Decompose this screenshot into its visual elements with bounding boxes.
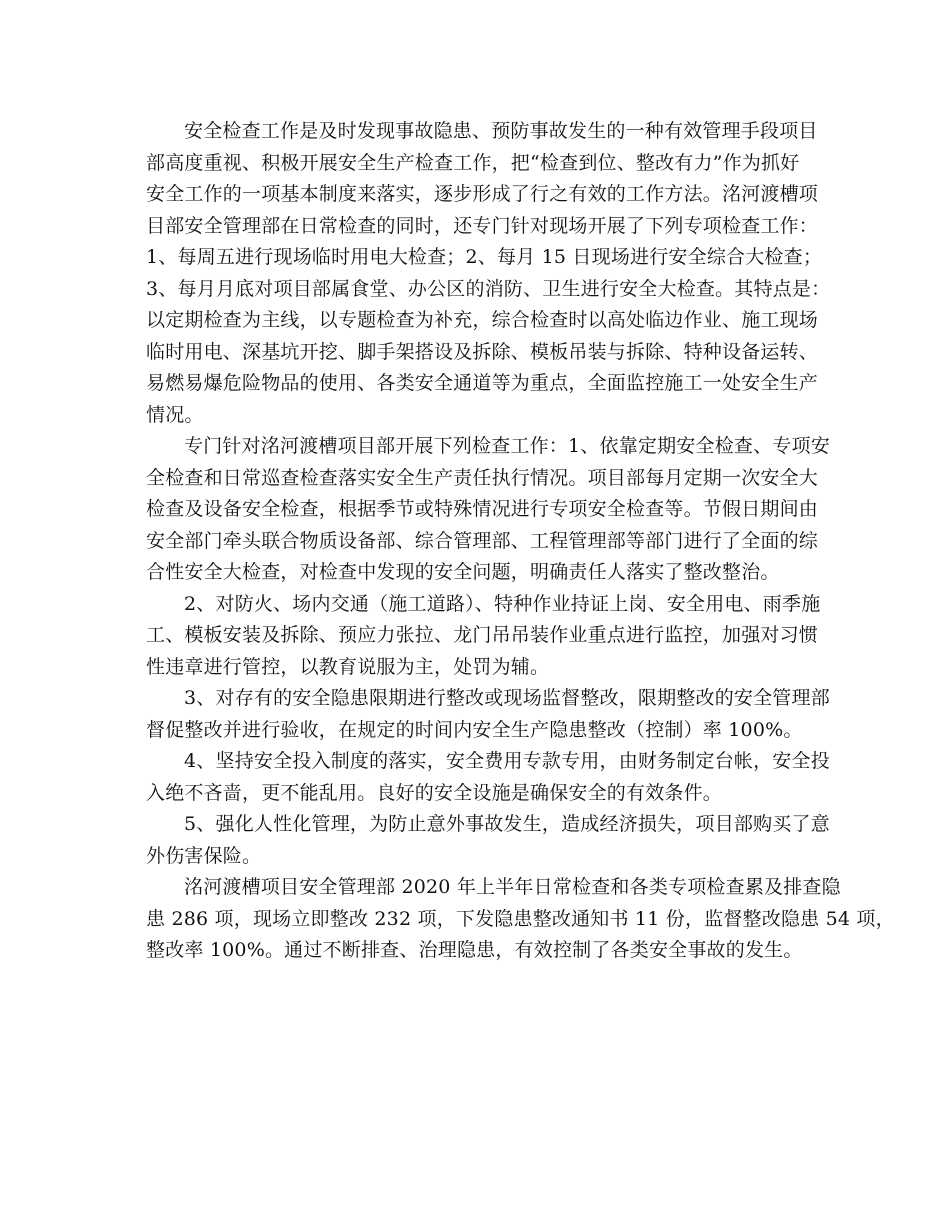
text-line: 性违章进行管控，以教育说服为主，处罚为辅。	[146, 655, 550, 678]
paragraph-summary	[146, 872, 895, 967]
text-line: 2、对防火、场内交通（施工道路）、特种作业持证上岗、安全用电、雨季施	[184, 592, 821, 615]
text-line: 4、坚持安全投入制度的落实，安全费用专款专用，由财务制定台帐，安全投	[184, 750, 830, 772]
paragraph-project-inspection	[146, 431, 830, 589]
text-line: 专门针对洺河渡槽项目部开展下列检查工作：1、依靠定期安全检查、专项安	[184, 435, 830, 457]
paragraph-item-3	[146, 683, 830, 746]
document-body	[146, 116, 895, 967]
text-line: 洺河渡槽项目安全管理部 2020 年上半年日常检查和各类专项检查累及排查隐	[184, 876, 841, 898]
paragraph-item-2	[146, 589, 821, 684]
text-line: 临时用电、深基坑开挖、脚手架搭设及拆除、模板吊装与拆除、特种设备运转、	[146, 340, 819, 363]
text-line: 5、强化人性化管理，为防止意外事故发生，造成经济损失，项目部购买了意	[184, 813, 830, 835]
text-line: 易燃易爆危险物品的使用、各类安全通道等为重点，全面监控施工一处安全生产	[146, 372, 819, 394]
text-line: 安全部门牵头联合物质设备部、综合管理部、工程管理部等部门进行了全面的综	[146, 529, 819, 552]
text-line: 情况。	[146, 403, 204, 426]
paragraph-inspection-overview	[146, 116, 831, 431]
text-line: 督促整改并进行验收，在规定的时间内安全生产隐患整改（控制）率 100%。	[146, 718, 803, 741]
text-line: 1、每周五进行现场临时用电大检查；2、每月 15 日现场进行安全综合大检查；	[146, 246, 823, 268]
text-line: 3、对存有的安全隐患限期进行整改或现场监督整改，限期整改的安全管理部	[184, 687, 830, 709]
text-line: 安全检查工作是及时发现事故隐患、预防事故发生的一种有效管理手段项目	[184, 120, 818, 142]
text-line: 3、每月月底对项目部属食堂、办公区的消防、卫生进行安全大检查。其特点是：	[146, 277, 831, 300]
text-line: 入绝不吝啬，更不能乱用。良好的安全设施是确保安全的有效条件。	[146, 781, 723, 804]
text-line: 以定期检查为主线，以专题检查为补充，综合检查时以高处临边作业、施工现场	[146, 309, 819, 331]
text-line: 患 286 项，现场立即整改 232 项，下发隐患整改通知书 11 份，监督整改隐患 54 项，	[146, 907, 895, 930]
text-line: 安全工作的一项基本制度来落实，逐步形成了行之有效的工作方法。洺河渡槽项	[146, 183, 819, 205]
text-line: 整改率 100%。通过不断排查、治理隐患，有效控制了各类安全事故的发生。	[146, 939, 803, 961]
text-line: 全检查和日常巡查检查落实安全生产责任执行情况。项目部每月定期一次安全大	[146, 466, 819, 489]
text-line: 合性安全大检查，对检查中发现的安全问题，明确责任人落实了整改整治。	[146, 561, 780, 583]
text-line: 外伤害保险。	[146, 844, 262, 867]
text-line: 检查及设备安全检查，根据季节或特殊情况进行专项安全检查等。节假日期间由	[146, 498, 819, 520]
paragraph-item-4	[146, 746, 830, 809]
text-line: 目部安全管理部在日常检查的同时，还专门针对现场开展了下列专项检查工作：	[146, 214, 819, 237]
paragraph-item-5	[146, 809, 830, 872]
text-line: 部高度重视、积极开展安全生产检查工作，把“检查到位、整改有力”作为抓好	[146, 151, 800, 174]
text-line: 工、模板安装及拆除、预应力张拉、龙门吊吊装作业重点进行监控，加强对习惯	[146, 624, 819, 646]
